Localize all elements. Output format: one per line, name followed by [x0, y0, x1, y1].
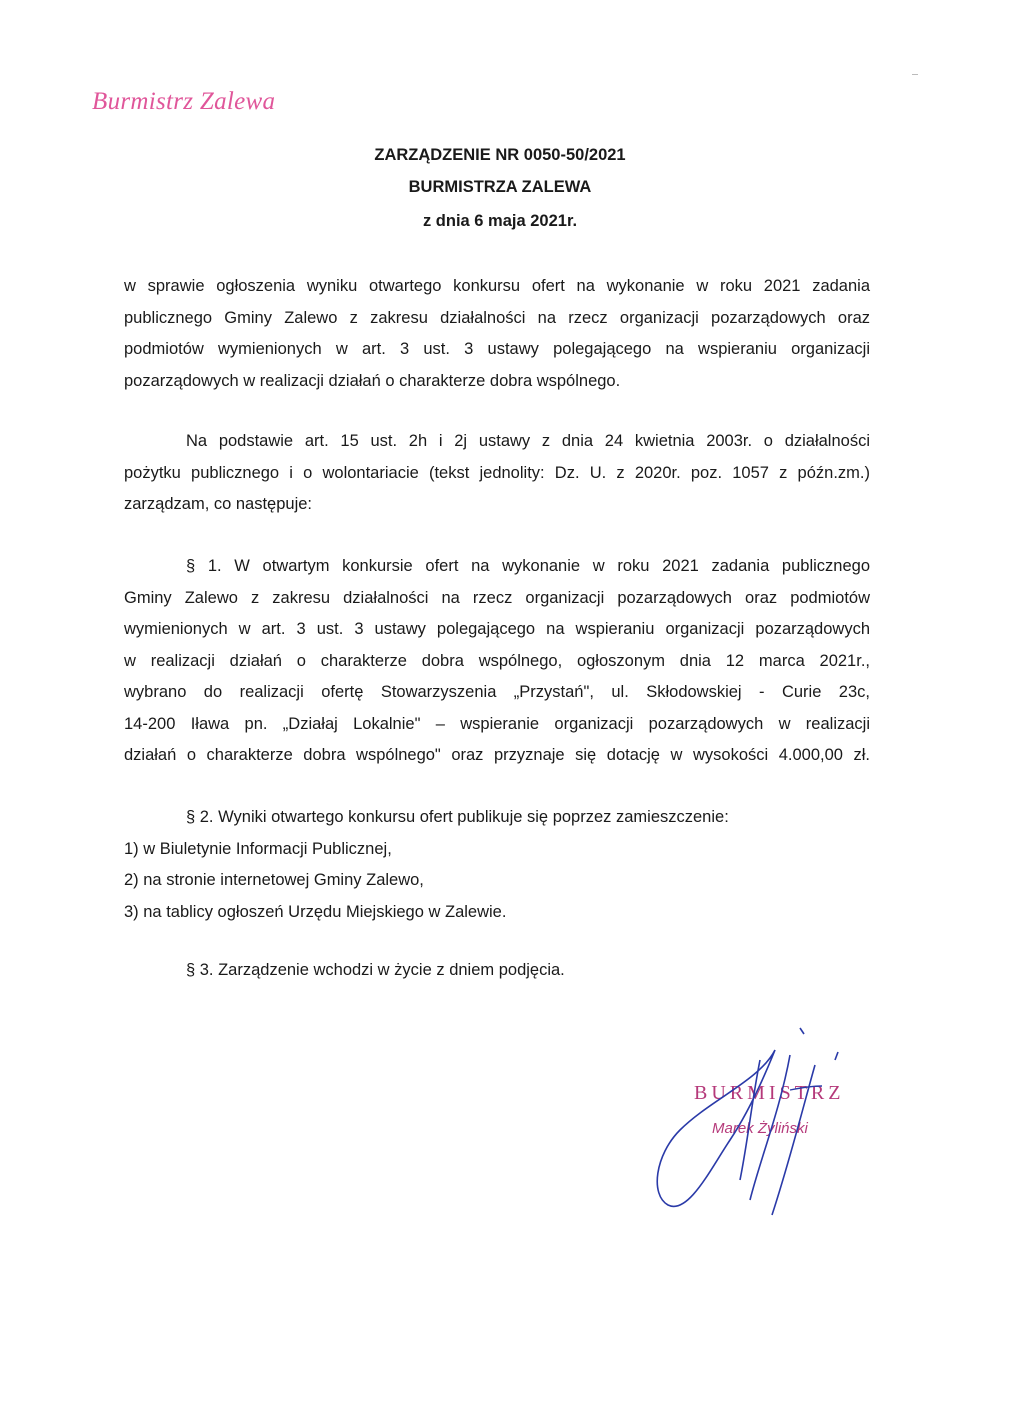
document-title: ZARZĄDZENIE NR 0050-50/2021 — [374, 146, 626, 164]
signature-stamp-name: Marek Żyliński — [712, 1120, 808, 1137]
legal-basis-line: pożytku publicznego i o wolontariacie (tekst jednolity: Dz. U. z 2020r. poz. 1057 z późn.zm.) — [124, 463, 870, 482]
list-item: 1) w Biuletynie Informacji Publicznej, — [124, 839, 392, 858]
signature-block — [640, 1020, 870, 1220]
legal-basis-line: Na podstawie art. 15 ust. 2h i 2j ustawy z dnia 24 kwietnia 2003r. o działalności — [186, 432, 870, 450]
section-3 — [124, 955, 870, 987]
list-item: 2) na stronie internetowej Gminy Zalewo, — [124, 871, 424, 889]
issuer-stamp: Burmistrz Zalewa — [92, 88, 276, 115]
section-1-line: § 1. W otwartym konkursie ofert na wykonanie w roku 2021 zadania publicznego — [186, 557, 870, 575]
subject-line: podmiotów wymienionych w art. 3 ust. 3 ustawy polegającego na wspieraniu organizacji — [124, 340, 870, 358]
section-1 — [124, 551, 870, 772]
handwritten-signature — [640, 1020, 870, 1220]
section-1-line: Gminy Zalewo z zakresu działalności na rzecz organizacji pozarządowych oraz podmiotów — [124, 588, 870, 607]
subject-line: pozarządowych w realizacji działań o charakterze dobra wspólnego. — [124, 371, 621, 390]
subject-paragraph — [124, 271, 870, 397]
scan-mark — [912, 74, 918, 75]
legal-basis-line: zarządzam, co następuje: — [124, 495, 313, 513]
section-2 — [124, 802, 870, 928]
section-1-line: w realizacji działań o charakterze dobra wspólnego, ogłoszonym dnia 12 marca 2021r., — [124, 651, 870, 670]
subject-line: publicznego Gminy Zalewo z zakresu działalności na rzecz organizacji pozarządowych oraz — [124, 308, 870, 327]
subject-line: w sprawie ogłoszenia wyniku otwartego konkursu ofert na wykonanie w roku 2021 zadania — [124, 277, 870, 295]
legal-basis-paragraph — [124, 426, 870, 521]
signature-stamp-title: BURMISTRZ — [694, 1082, 845, 1104]
section-2-intro: § 2. Wyniki otwartego konkursu ofert publikuje się poprzez zamieszczenie: — [186, 808, 729, 826]
section-1-line: działań o charakterze dobra wspólnego" oraz przyznaje się dotację w wysokości 4.000,00 zł. — [124, 746, 870, 764]
section-1-line: wymienionych w art. 3 ust. 3 ustawy polegającego na wspieraniu organizacji pozarządowych — [124, 620, 870, 638]
document-issuer: BURMISTRZA ZALEWA — [408, 178, 592, 196]
list-item: 3) na tablicy ogłoszeń Urzędu Miejskiego w Zalewie. — [124, 902, 507, 921]
section-1-line: wybrano do realizacji ofertę Stowarzyszenia „Przystań", ul. Skłodowskiej - Curie 23c, — [124, 683, 870, 701]
document-date: z dnia 6 maja 2021r. — [422, 212, 578, 230]
section-1-line: 14-200 Iława pn. „Działaj Lokalnie" – wspieranie organizacji pozarządowych w realizacji — [124, 714, 870, 733]
section-3-text: § 3. Zarządzenie wchodzi w życie z dniem podjęcia. — [186, 961, 565, 979]
